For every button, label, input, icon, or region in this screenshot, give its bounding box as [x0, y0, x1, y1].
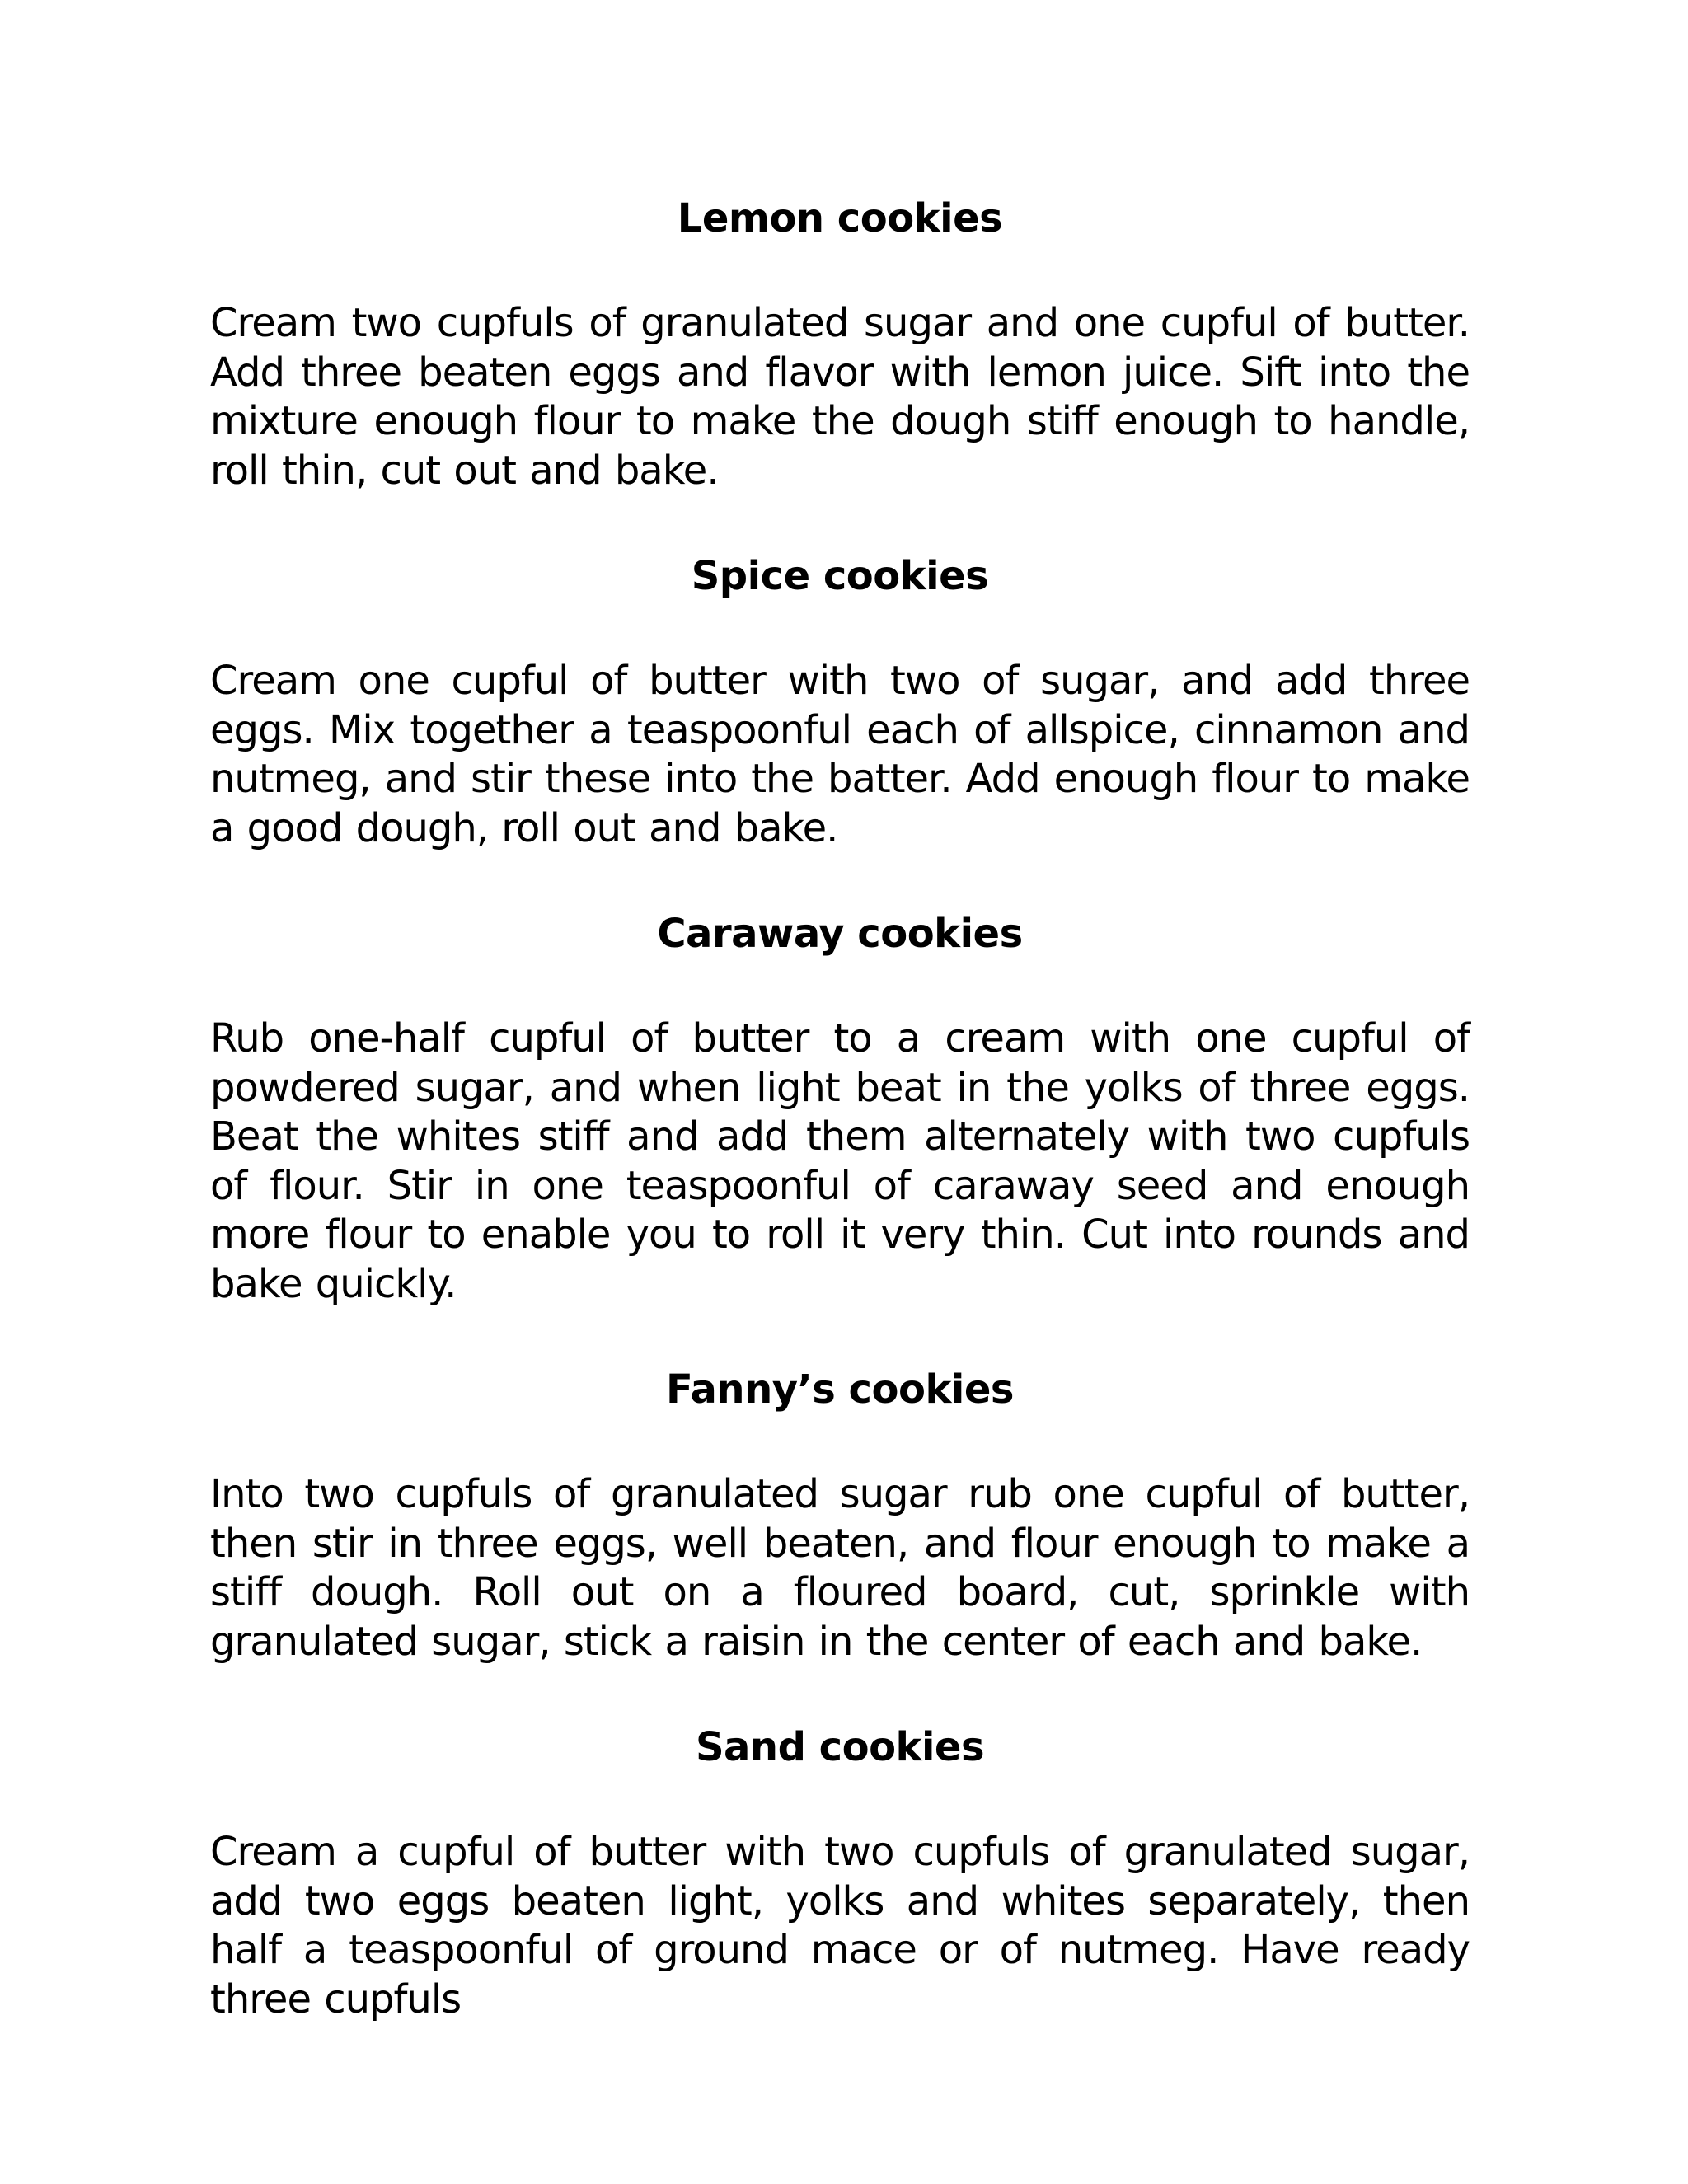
recipe-sand-cookies — [210, 1722, 1470, 2024]
recipe-caraway-cookies — [210, 909, 1470, 1309]
recipe-body: Rub one-half cupful of butter to a cream with one cupful of powdered sugar, and when light beat in the yolks of three eggs. Beat the whites stiff and add them alternately with two cupfuls of flour. Stir in one teaspoonful of caraway seed and enough more flour to enable you to roll it very thin. Cut into rounds and bake quickly. — [210, 1015, 1470, 1307]
recipe-body: Cream one cupful of butter with two of sugar, and add three eggs. Mix together a teaspoonful each of allspice, cinnamon and nutmeg, and stir these into the batter. Add enough flour to make a good dough, roll out and bake. — [210, 658, 1470, 851]
recipe-lemon-cookies — [210, 194, 1470, 495]
recipe-title: Fanny’s cookies — [666, 1366, 1014, 1413]
recipe-title: Sand cookies — [695, 1724, 985, 1770]
recipe-body: Cream two cupfuls of granulated sugar and one cupful of butter. Add three beaten eggs and flavor with lemon juice. Sift into the mixture enough flour to make the dough stiff enough to handle, roll thin, cut out and bake. — [210, 300, 1470, 494]
recipe-fannys-cookies — [210, 1365, 1470, 1666]
recipe-title: Caraway cookies — [657, 911, 1023, 957]
recipe-title: Spice cookies — [691, 553, 989, 599]
recipe-body: Cream a cupful of butter with two cupfuls of granulated sugar, add two eggs beaten light, yolks and whites separately, then half a teaspoonful of ground mace or of nutmeg. Have ready three cupfuls — [210, 1829, 1470, 2022]
recipe-title: Lemon cookies — [677, 195, 1003, 241]
document-page — [210, 194, 1470, 2080]
recipe-spice-cookies — [210, 551, 1470, 853]
recipe-body: Into two cupfuls of granulated sugar rub one cupful of butter, then stir in three eggs, well beaten, and flour enough to make a stiff dough. Roll out on a floured board, cut, sprinkle with granulated sugar, stick a raisin in the center of each and bake. — [210, 1471, 1470, 1665]
